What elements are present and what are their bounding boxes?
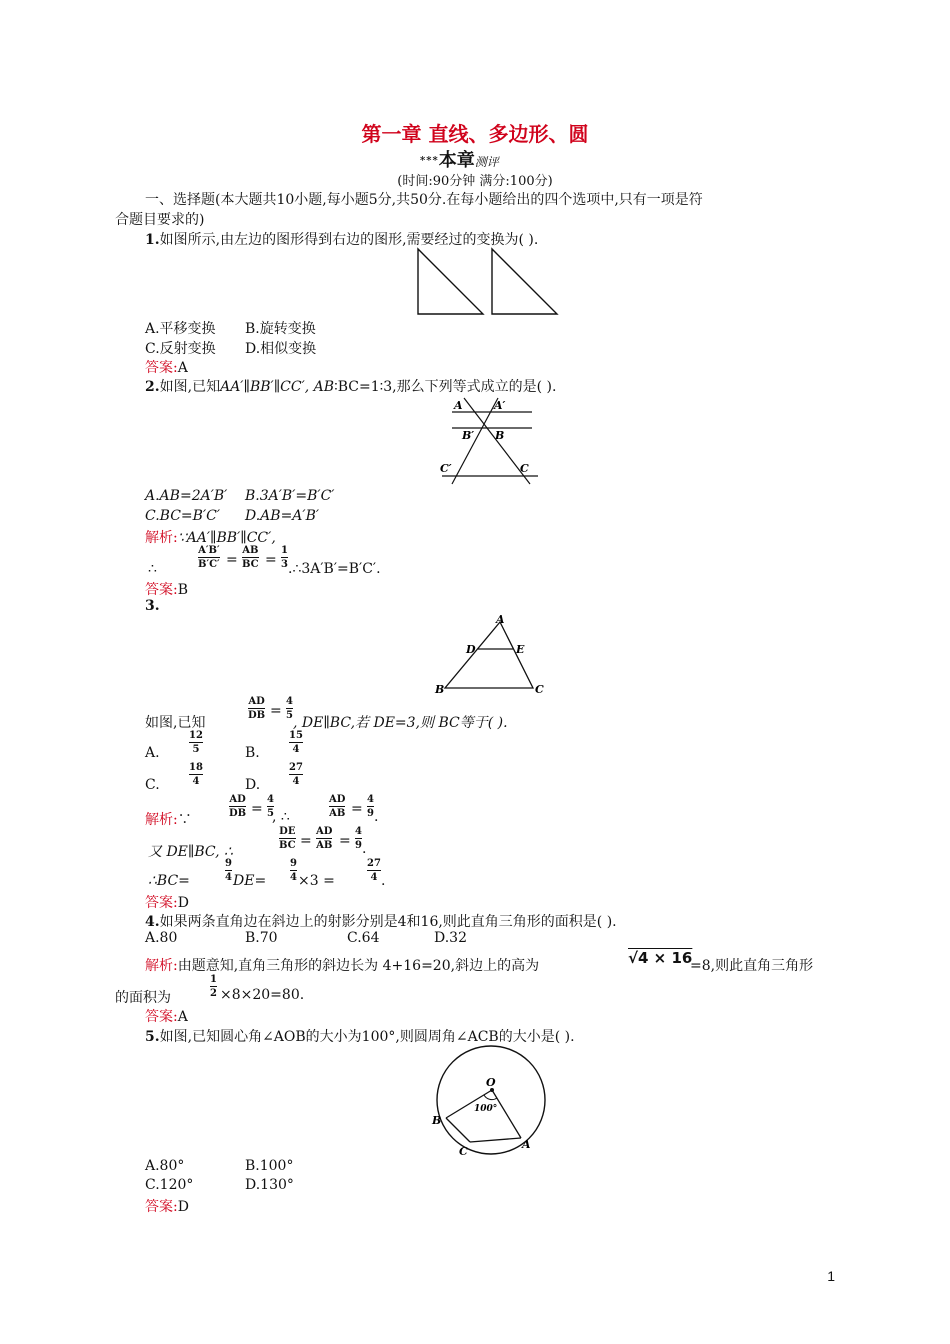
q3-an4-num: 4 xyxy=(367,794,374,805)
q1-option-c: C.反射变换 xyxy=(145,341,216,357)
q3-an-eq-2: = xyxy=(351,801,363,817)
q3-an-frac-9-4-b xyxy=(290,858,297,883)
q3-an10-num: 27 xyxy=(367,858,381,869)
q3-label-a: A xyxy=(496,613,505,626)
q4-analysis-text1: 由题意知,直角三角形的斜边长为 4+16=20,斜边上的高为 xyxy=(177,958,540,974)
q3-analysis-label: 解析: xyxy=(145,812,178,828)
q2-stem-pre: 如图,已知 xyxy=(159,379,221,395)
q3-answer-label: 答案: xyxy=(145,895,178,911)
q4-answer-label: 答案: xyxy=(145,1009,178,1025)
q3-an-eq-3: = xyxy=(300,833,312,849)
q1-stem-text: 如图所示,由左边的图形得到右边的图形,需要经过的变换为( ). xyxy=(159,232,539,248)
q4-option-b: B.70 xyxy=(245,930,278,946)
q4-analysis-line1 xyxy=(145,955,539,975)
q4-analysis-text1-tail: =8,则此直角三角形 xyxy=(690,958,814,974)
q2-label-a2: A′ xyxy=(494,399,506,412)
q2-analysis-label: 解析: xyxy=(145,530,178,546)
q2-stem xyxy=(145,376,556,396)
q3-an7-den: 9 xyxy=(355,840,362,851)
q3-an-frac-ad-ab-2 xyxy=(316,826,332,851)
q4-half-den: 2 xyxy=(210,988,217,999)
q3-an-de-eq: DE= xyxy=(233,873,267,889)
q4-analysis-line2: 的面积为 xyxy=(115,990,171,1006)
q3-an2-den: 5 xyxy=(267,808,274,819)
q2-eq-2: = xyxy=(265,552,277,568)
q5-option-c: C.120° xyxy=(145,1177,194,1193)
q4-option-c: C.64 xyxy=(347,930,380,946)
q2-fraction-1 xyxy=(198,545,220,570)
q2-label-b: B xyxy=(495,429,505,442)
q3-an6-num: AD xyxy=(316,826,333,837)
q1-answer-value: A xyxy=(177,360,188,376)
q2-number: 2. xyxy=(145,379,160,395)
q3-stem-eq: = xyxy=(270,703,282,719)
q3-label-e: E xyxy=(516,643,525,656)
q3-option-b-frac xyxy=(289,730,303,755)
q3-stem-pre: 如图,已知 xyxy=(145,715,206,731)
q3-an8-num: 9 xyxy=(225,858,232,869)
q3-an-period-2: . xyxy=(362,841,367,857)
q3-an3-num: AD xyxy=(329,794,346,805)
q2-figure xyxy=(440,396,540,486)
q2-f1-den: B′C′ xyxy=(198,559,220,570)
q2-f2-den: BC xyxy=(242,559,259,570)
q3-option-a-frac xyxy=(189,730,203,755)
q4-analysis-line2-tail: ×8×20=80. xyxy=(220,987,305,1003)
section-subtitle xyxy=(420,146,499,172)
q3-an-therefore: , ∴ xyxy=(272,809,290,825)
q2-analysis-line1 xyxy=(145,527,276,547)
q3-an7-num: 4 xyxy=(355,826,362,837)
q2-f3-den: 3 xyxy=(281,559,288,570)
q3-an-times3: ×3 = xyxy=(298,873,335,889)
q2-label-a: A xyxy=(454,399,463,412)
q5-answer-value: D xyxy=(177,1199,189,1215)
q3-an-eq-1: = xyxy=(251,801,263,817)
q3-c-den: 4 xyxy=(192,776,200,787)
q3-stem-frac-4-5 xyxy=(286,696,293,721)
q3-an-frac-ad-ab xyxy=(329,794,345,819)
q3-frac-5: 5 xyxy=(286,710,293,721)
q3-stem-frac-ad-db xyxy=(248,696,265,721)
page-number: 1 xyxy=(827,1268,835,1284)
q4-half-num: 1 xyxy=(210,974,217,985)
section-heading-line2: 合题目要求的) xyxy=(115,212,205,228)
q3-an-frac-4-9-2 xyxy=(355,826,362,851)
q3-frac-ad: AD xyxy=(248,696,265,707)
q3-b-den: 4 xyxy=(292,744,300,755)
q3-an8-den: 4 xyxy=(225,872,232,883)
section-heading-line1: 一、选择题(本大题共10小题,每小题5分,共50分.在每小题给出的四个选项中,只有一项是符 xyxy=(145,192,703,208)
subtitle-small: 测评 xyxy=(474,155,499,169)
q5-option-d: D.130° xyxy=(245,1177,294,1193)
q4-sqrt: √4 × 16 xyxy=(628,949,693,967)
q5-label-a: A xyxy=(522,1138,531,1151)
q4-analysis-label: 解析: xyxy=(145,958,178,974)
q3-option-c-frac xyxy=(189,762,203,787)
q3-number xyxy=(145,598,160,614)
subtitle-dots: *** xyxy=(420,155,439,167)
q3-option-d: D. xyxy=(245,777,261,793)
q5-label-c: C xyxy=(459,1145,468,1158)
q3-analysis-line1 xyxy=(145,809,192,829)
q3-an-eq-4: = xyxy=(339,833,351,849)
q4-option-a: A.80 xyxy=(145,930,178,946)
q2-answer-label: 答案: xyxy=(145,582,178,598)
q3-an2-num: 4 xyxy=(267,794,274,805)
q5-answer xyxy=(145,1196,189,1216)
q1-triangle-right xyxy=(492,249,557,314)
q3-answer xyxy=(145,892,189,912)
q3-an1-den: DB xyxy=(229,808,247,819)
q3-option-b: B. xyxy=(245,745,260,761)
q1-number: 1. xyxy=(145,232,160,248)
q3-option-c: C. xyxy=(145,777,160,793)
q5-chord-bc xyxy=(446,1118,470,1142)
q3-an5-num: DE xyxy=(279,826,296,837)
q4-stem-text: 如果两条直角边在斜边上的射影分别是4和16,则此直角三角形的面积是( ). xyxy=(159,914,617,930)
q3-option-a: A. xyxy=(145,745,160,761)
q5-stem xyxy=(145,1026,575,1046)
q3-an6-den: AB xyxy=(316,840,333,851)
q3-an3-den: AB xyxy=(329,808,346,819)
q3-c-num: 18 xyxy=(189,762,203,773)
q2-option-d: D.AB=A′B′ xyxy=(245,508,320,524)
q5-label-o: O xyxy=(486,1076,496,1089)
q3-an-frac-ad-db xyxy=(229,794,246,819)
q5-number: 5. xyxy=(145,1029,160,1045)
q3-d-num: 27 xyxy=(289,762,303,773)
q3-an9-den: 4 xyxy=(290,872,297,883)
q3-an-frac-de-bc xyxy=(279,826,296,851)
q3-a-num: 12 xyxy=(189,730,203,741)
q2-label-c2: C′ xyxy=(440,462,452,475)
q2-f2-num: AB xyxy=(242,545,259,556)
q3-stem-post: , DE∥BC,若 DE=3,则 BC等于( ). xyxy=(293,715,508,731)
q2-label-c: C xyxy=(520,462,529,475)
q5-label-b: B xyxy=(432,1114,442,1127)
q5-chord-ca xyxy=(470,1138,521,1142)
q2-eq-1: = xyxy=(226,552,238,568)
q2-fraction-2 xyxy=(242,545,259,570)
q5-label-angle: 100° xyxy=(474,1104,498,1114)
q3-answer-value: D xyxy=(177,895,189,911)
q3-b-num: 15 xyxy=(289,730,303,741)
q3-analysis-because: ∵ xyxy=(177,812,192,828)
q5-stem-text: 如图,已知圆心角∠AOB的大小为100°,则圆周角∠ACB的大小是( ). xyxy=(159,1029,575,1045)
q3-figure xyxy=(433,613,548,698)
time-info: (时间:90分钟 满分:100分) xyxy=(397,174,553,189)
q4-answer xyxy=(145,1006,188,1026)
q2-option-c: C.BC=B′C′ xyxy=(145,508,221,524)
q2-answer xyxy=(145,579,188,599)
q2-answer-value: B xyxy=(177,582,189,598)
q2-f1-num: A′B′ xyxy=(198,545,220,556)
q3-label-c: C xyxy=(535,683,544,696)
q1-option-d: D.相似变换 xyxy=(245,341,317,357)
q4-stem xyxy=(145,911,617,931)
q3-an-frac-4-9 xyxy=(367,794,374,819)
q2-stem-math: AA′∥BB′∥CC′, AB xyxy=(220,379,335,395)
q1-answer-label: 答案: xyxy=(145,360,178,376)
q2-f3-num: 1 xyxy=(281,545,288,556)
chapter-title: 第一章 直线、多边形、圆 xyxy=(361,122,589,146)
q4-answer-value: A xyxy=(177,1009,188,1025)
q3-an-frac-9-4-a xyxy=(225,858,232,883)
q2-therefore: ∴ xyxy=(148,561,157,577)
q5-figure xyxy=(428,1046,550,1160)
q1-figure xyxy=(417,248,537,316)
q3-option-d-frac xyxy=(289,762,303,787)
q3-an-period-1: . xyxy=(374,809,379,825)
q3-number-text: 3. xyxy=(145,598,160,614)
q3-label-b: B xyxy=(435,683,445,696)
q3-a-den: 5 xyxy=(192,744,200,755)
q1-option-a: A.平移变换 xyxy=(145,321,216,337)
q1-answer xyxy=(145,357,188,377)
q3-an-period-3: . xyxy=(381,873,386,889)
q4-half-frac xyxy=(210,974,217,999)
q3-an9-num: 9 xyxy=(290,858,297,869)
q2-analysis-text1: ∵AA′∥BB′∥CC′, xyxy=(177,530,276,546)
q5-radius-oa xyxy=(492,1090,521,1138)
q4-option-d: D.32 xyxy=(434,930,467,946)
q2-stem-ratio: ∶BC=1∶3,那么下列等式成立的是( ). xyxy=(334,379,557,395)
q1-triangle-left xyxy=(418,249,483,314)
q3-an1-num: AD xyxy=(229,794,246,805)
q3-an4-den: 9 xyxy=(367,808,374,819)
q3-frac-db: DB xyxy=(248,710,266,721)
q3-an-frac-27-4 xyxy=(367,858,381,883)
q5-answer-label: 答案: xyxy=(145,1199,178,1215)
q3-d-den: 4 xyxy=(292,776,300,787)
q3-an-again: 又 DE∥BC, ∴ xyxy=(148,844,233,860)
subtitle-main: 本章 xyxy=(438,150,475,171)
q3-label-d: D xyxy=(466,643,476,656)
q3-an10-den: 4 xyxy=(370,872,378,883)
q2-option-a: A.AB=2A′B′ xyxy=(145,488,228,504)
q3-an-bc-eq: ∴BC= xyxy=(148,873,190,889)
q2-analysis-line2-tail: .∴3A′B′=B′C′. xyxy=(288,561,381,577)
q2-option-b: B.3A′B′=B′C′ xyxy=(245,488,335,504)
q1-option-b: B.旋转变换 xyxy=(245,321,316,337)
q1-stem xyxy=(145,229,538,249)
q3-frac-4: 4 xyxy=(286,696,293,707)
q2-fraction-3 xyxy=(281,545,288,570)
q5-option-b: B.100° xyxy=(245,1158,294,1174)
q3-an5-den: BC xyxy=(279,840,296,851)
q4-number: 4. xyxy=(145,914,160,930)
q5-option-a: A.80° xyxy=(145,1158,185,1174)
q2-label-b2: B′ xyxy=(462,429,475,442)
